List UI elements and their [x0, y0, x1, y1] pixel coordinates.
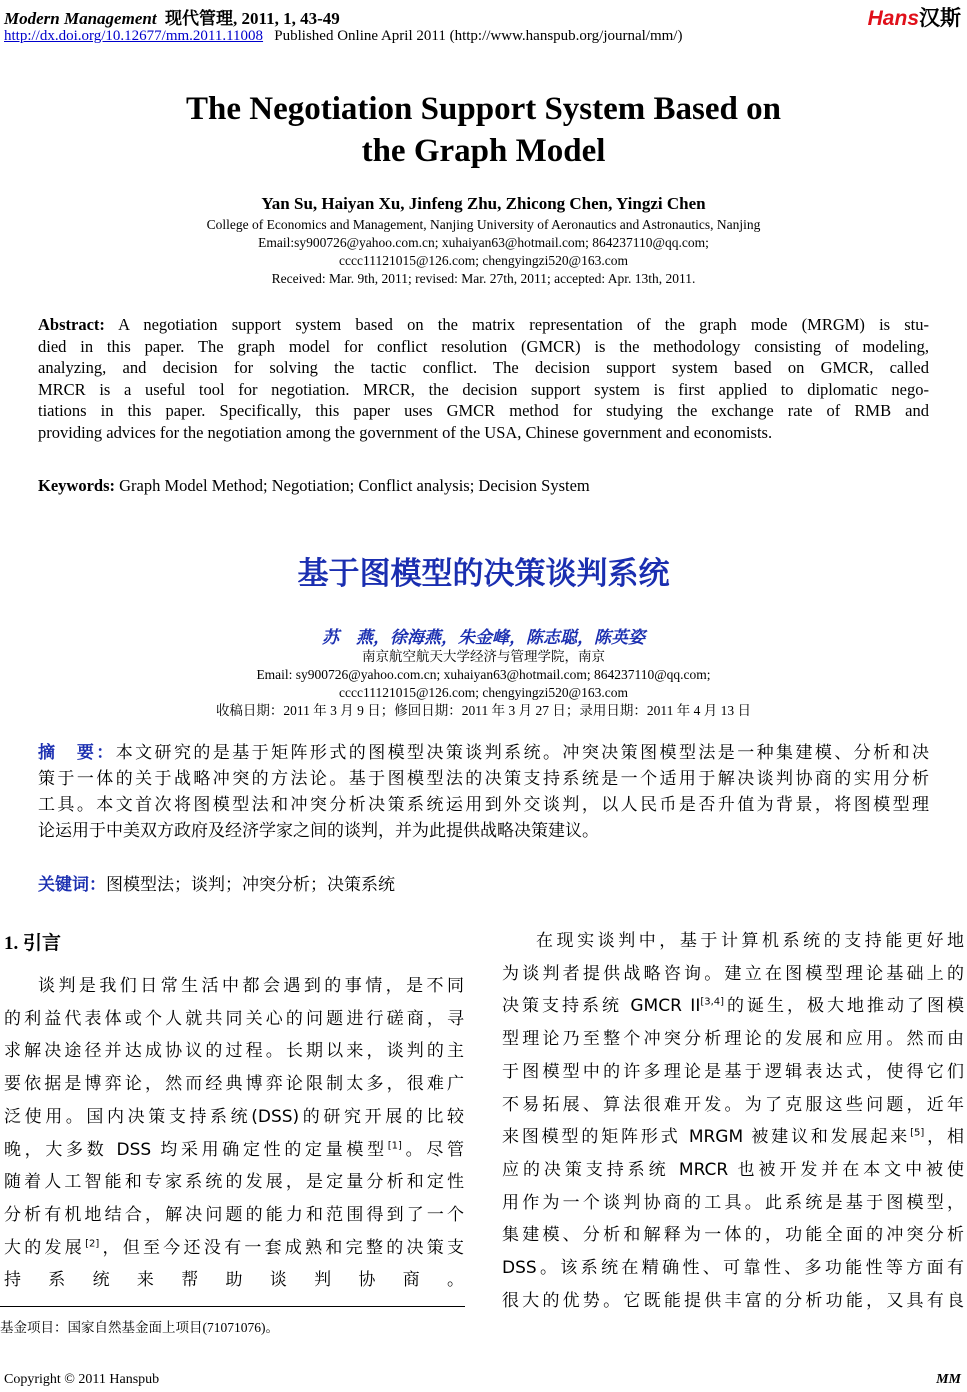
line-text: MRCR is a useful tool for negotiation. MRCR, the decision support system is first applied to diplomatic nego- — [38, 379, 929, 399]
email-line: Email: sy900726@yahoo.com.cn; xuhaiyan63@hotmail.com; 864237110@qq.com; — [256, 667, 711, 682]
logo-en: Hans — [867, 7, 919, 30]
line-text: 型理论乃至整个冲突分析理论的发展和应用。然而由 — [502, 1029, 964, 1050]
keywords — [38, 475, 929, 497]
line-text: 不易拓展、算法很难开发。为了克服这些问题，近年 — [502, 1094, 964, 1115]
line-text: 本文研究的是基于矩阵形式的图模型决策谈判系统。冲突决策图模型法是一种集建模、分析和决 — [115, 743, 930, 763]
line-text: ，相 — [924, 1127, 964, 1148]
text-line — [502, 1219, 964, 1252]
right-column — [502, 925, 964, 1317]
text-line — [502, 925, 964, 958]
zh-affiliation-text: 南京航空航天大学经济与管理学院，南京 — [362, 649, 605, 664]
text-line — [38, 357, 929, 379]
text-line — [502, 1121, 964, 1154]
keywords-text: Graph Model Method; Negotiation; Conflict analysis; Decision System — [115, 476, 590, 495]
line-text: died in this paper. The graph model for conflict resolution (GMCR) is the methodology consisting of modeling, — [38, 336, 929, 356]
text-line — [38, 766, 929, 792]
line-text: 工具。本文首次将图模型法和冲突分析决策系统运用到外交谈判，以人民币是否升值为背景，将图模型理 — [38, 795, 929, 815]
section-heading: 1. 引言 — [4, 933, 62, 954]
text-line — [38, 314, 929, 336]
text-line — [4, 1232, 464, 1265]
line-text: 策于一体的关于战略冲突的方法论。基于图模型法的决策支持系统是一个适用于解决谈判协商的实用分析 — [38, 769, 929, 789]
text-line — [38, 422, 929, 444]
line-text: tiations in this paper. Specifically, this paper uses GMCR method for studying the exchange rate of RMB and — [38, 401, 929, 420]
zh-keywords-text: 图模型法；谈判；冲突分析；决策系统 — [106, 875, 395, 895]
line-text: 要依据是博弈论，然而经典博弈论限制太多，很难广 — [4, 1074, 464, 1095]
citation: [1] — [387, 1139, 402, 1151]
citation: [3,4] — [700, 996, 725, 1008]
line-text: 大的发展 — [4, 1237, 86, 1258]
line-text: 来图模型的矩阵形式 MRGM 被建议和发展起来 — [502, 1127, 911, 1148]
line-text: 随着人工智能和专家系统的发展，是定量分析和定性 — [4, 1172, 464, 1193]
text-line — [38, 400, 929, 422]
paper-title — [0, 88, 967, 172]
text-line — [502, 1285, 964, 1318]
text-line — [4, 1003, 464, 1036]
line-text: 决策支持系统 GMCR II — [502, 996, 701, 1017]
hans-logo — [868, 2, 961, 32]
text-line — [4, 1264, 464, 1297]
text-line — [4, 1199, 464, 1232]
journal-header — [4, 4, 340, 29]
dates: Received: Mar. 9th, 2011; revised: Mar. 27th, 2011; accepted: Apr. 13th, 2011. — [271, 271, 696, 286]
line-text: 用作为一个谈判协商的工具。此系统是基于图模型， — [502, 1192, 964, 1213]
text-line — [502, 1089, 964, 1122]
journal-abbr: MM — [936, 1372, 961, 1387]
text-line — [4, 1035, 464, 1068]
line-text: 持系统来帮助谈判协商。 — [4, 1270, 464, 1291]
text-line — [4, 970, 464, 1003]
line-text: ，但至今还没有一套成熟和完整的决策支 — [99, 1237, 465, 1258]
published-online: Published Online April 2011 (http://www.hanspub.org/journal/mm/) — [274, 28, 683, 44]
label: 摘 要： — [38, 743, 116, 763]
zh-keywords — [38, 872, 929, 898]
logo-zh: 汉斯 — [919, 7, 961, 30]
line-text: 的诞生，极大地推动了图模 — [724, 996, 964, 1017]
text-line — [38, 379, 929, 401]
text-line — [38, 818, 929, 844]
line-text: 晚，大多数 DSS 均采用确定性的定量模型 — [4, 1139, 388, 1160]
line-text: analyzing, and decision for solving the tactic conflict. The decision support system based on GMCR, called — [38, 358, 929, 377]
email-line: Email:sy900726@yahoo.com.cn; xuhaiyan63@hotmail.com; 864237110@qq.com; — [258, 235, 709, 250]
line-text: 为谈判者提供战略咨询。建立在图模型理论基础上的 — [502, 963, 964, 984]
text-line — [502, 1056, 964, 1089]
email-line: cccc11121015@126.com; chengyingzi520@163.com — [339, 685, 628, 700]
affiliation — [0, 216, 967, 288]
zh-title: 基于图模型的决策谈判系统 — [297, 556, 670, 592]
text-line — [502, 1023, 964, 1056]
text-line — [4, 1068, 464, 1101]
line-text: A negotiation support system based on the matrix representation of the graph mode (MRGM) is stu- — [104, 315, 929, 334]
line-text: 于图模型中的许多理论是基于逻辑表达式，使得它们 — [502, 1061, 964, 1082]
publication-line — [4, 28, 682, 45]
line-text: 。尽管 — [401, 1139, 465, 1160]
text-line — [502, 1252, 964, 1285]
zh-authors: 苏 燕，徐海燕，朱金峰，陈志聪，陈英姿 — [322, 628, 645, 647]
line-text: 应的决策支持系统 MRCR 也被开发并在本文中被使 — [502, 1159, 964, 1180]
line-text: 泛使用。国内决策支持系统(DSS)的研究开展的比较 — [4, 1106, 464, 1127]
affiliation-text: College of Economics and Management, Nanjing University of Aeronautics and Astronautics, Nanjing — [206, 217, 761, 232]
line-text: providing advices for the negotiation among the government of the USA, Chinese government and economists. — [38, 422, 773, 442]
copyright: Copyright © 2011 Hanspub — [4, 1372, 160, 1387]
text-line — [4, 1166, 464, 1199]
text-line — [502, 1154, 964, 1187]
label: Abstract: — [38, 315, 105, 334]
text-line — [38, 792, 929, 818]
title-line: The Negotiation Support System Based on — [186, 91, 781, 127]
line-text: 集建模、分析和解释为一体的，功能全面的冲突分析 — [502, 1225, 964, 1246]
line-text: 很大的优势。它既能提供丰富的分析功能，又具有良 — [502, 1290, 964, 1311]
line-text: 分析有机地结合，解决问题的能力和范围得到了一个 — [4, 1204, 464, 1225]
citation: [5] — [910, 1127, 925, 1139]
text-line — [38, 740, 929, 766]
journal-issue: 现代管理, 2011, 1, 43-49 — [165, 9, 340, 28]
email-line: cccc11121015@126.com; chengyingzi520@163.com — [339, 253, 628, 268]
zh-affiliation — [0, 648, 967, 720]
abstract — [38, 314, 929, 443]
line-text: 的利益代表体或个人就共同关心的问题进行磋商，寻 — [4, 1008, 464, 1029]
text-line — [38, 336, 929, 358]
journal-name: Modern Management — [4, 9, 157, 28]
authors: Yan Su, Haiyan Xu, Jinfeng Zhu, Zhicong Chen, Yingzi Chen — [261, 194, 706, 213]
citation: [2] — [85, 1237, 100, 1249]
doi-link[interactable]: http://dx.doi.org/10.12677/mm.2011.11008 — [4, 28, 264, 44]
title-line: the Graph Model — [361, 133, 606, 169]
zh-keywords-label: 关键词： — [38, 875, 106, 895]
text-line — [4, 1101, 464, 1134]
zh-dates: 收稿日期：2011 年 3 月 9 日；修回日期：2011 年 3 月 27 日；录用日期：2011 年 4 月 13 日 — [215, 703, 752, 718]
text-line — [502, 1187, 964, 1220]
footnote: 基金项目：国家自然基金面上项目(71071076)。 — [0, 1320, 279, 1335]
line-text: 在现实谈判中，基于计算机系统的支持能更好地 — [536, 931, 964, 951]
text-line — [4, 1134, 464, 1167]
footnote-rule — [0, 1306, 465, 1307]
line-text: DSS。该系统在精确性、可靠性、多功能性等方面有 — [502, 1258, 964, 1279]
zh-abstract — [38, 740, 929, 844]
line-text: 谈判是我们日常生活中都会遇到的事情，是不同 — [38, 976, 464, 996]
text-line — [502, 990, 964, 1023]
left-column — [4, 970, 464, 1297]
keywords-label: Keywords: — [38, 476, 115, 495]
line-text: 求解决途径并达成协议的过程。长期以来，谈判的主 — [4, 1041, 464, 1062]
line-text: 论运用于中美双方政府及经济学家之间的谈判，并为此提供战略决策建议。 — [38, 821, 599, 841]
text-line — [502, 958, 964, 991]
